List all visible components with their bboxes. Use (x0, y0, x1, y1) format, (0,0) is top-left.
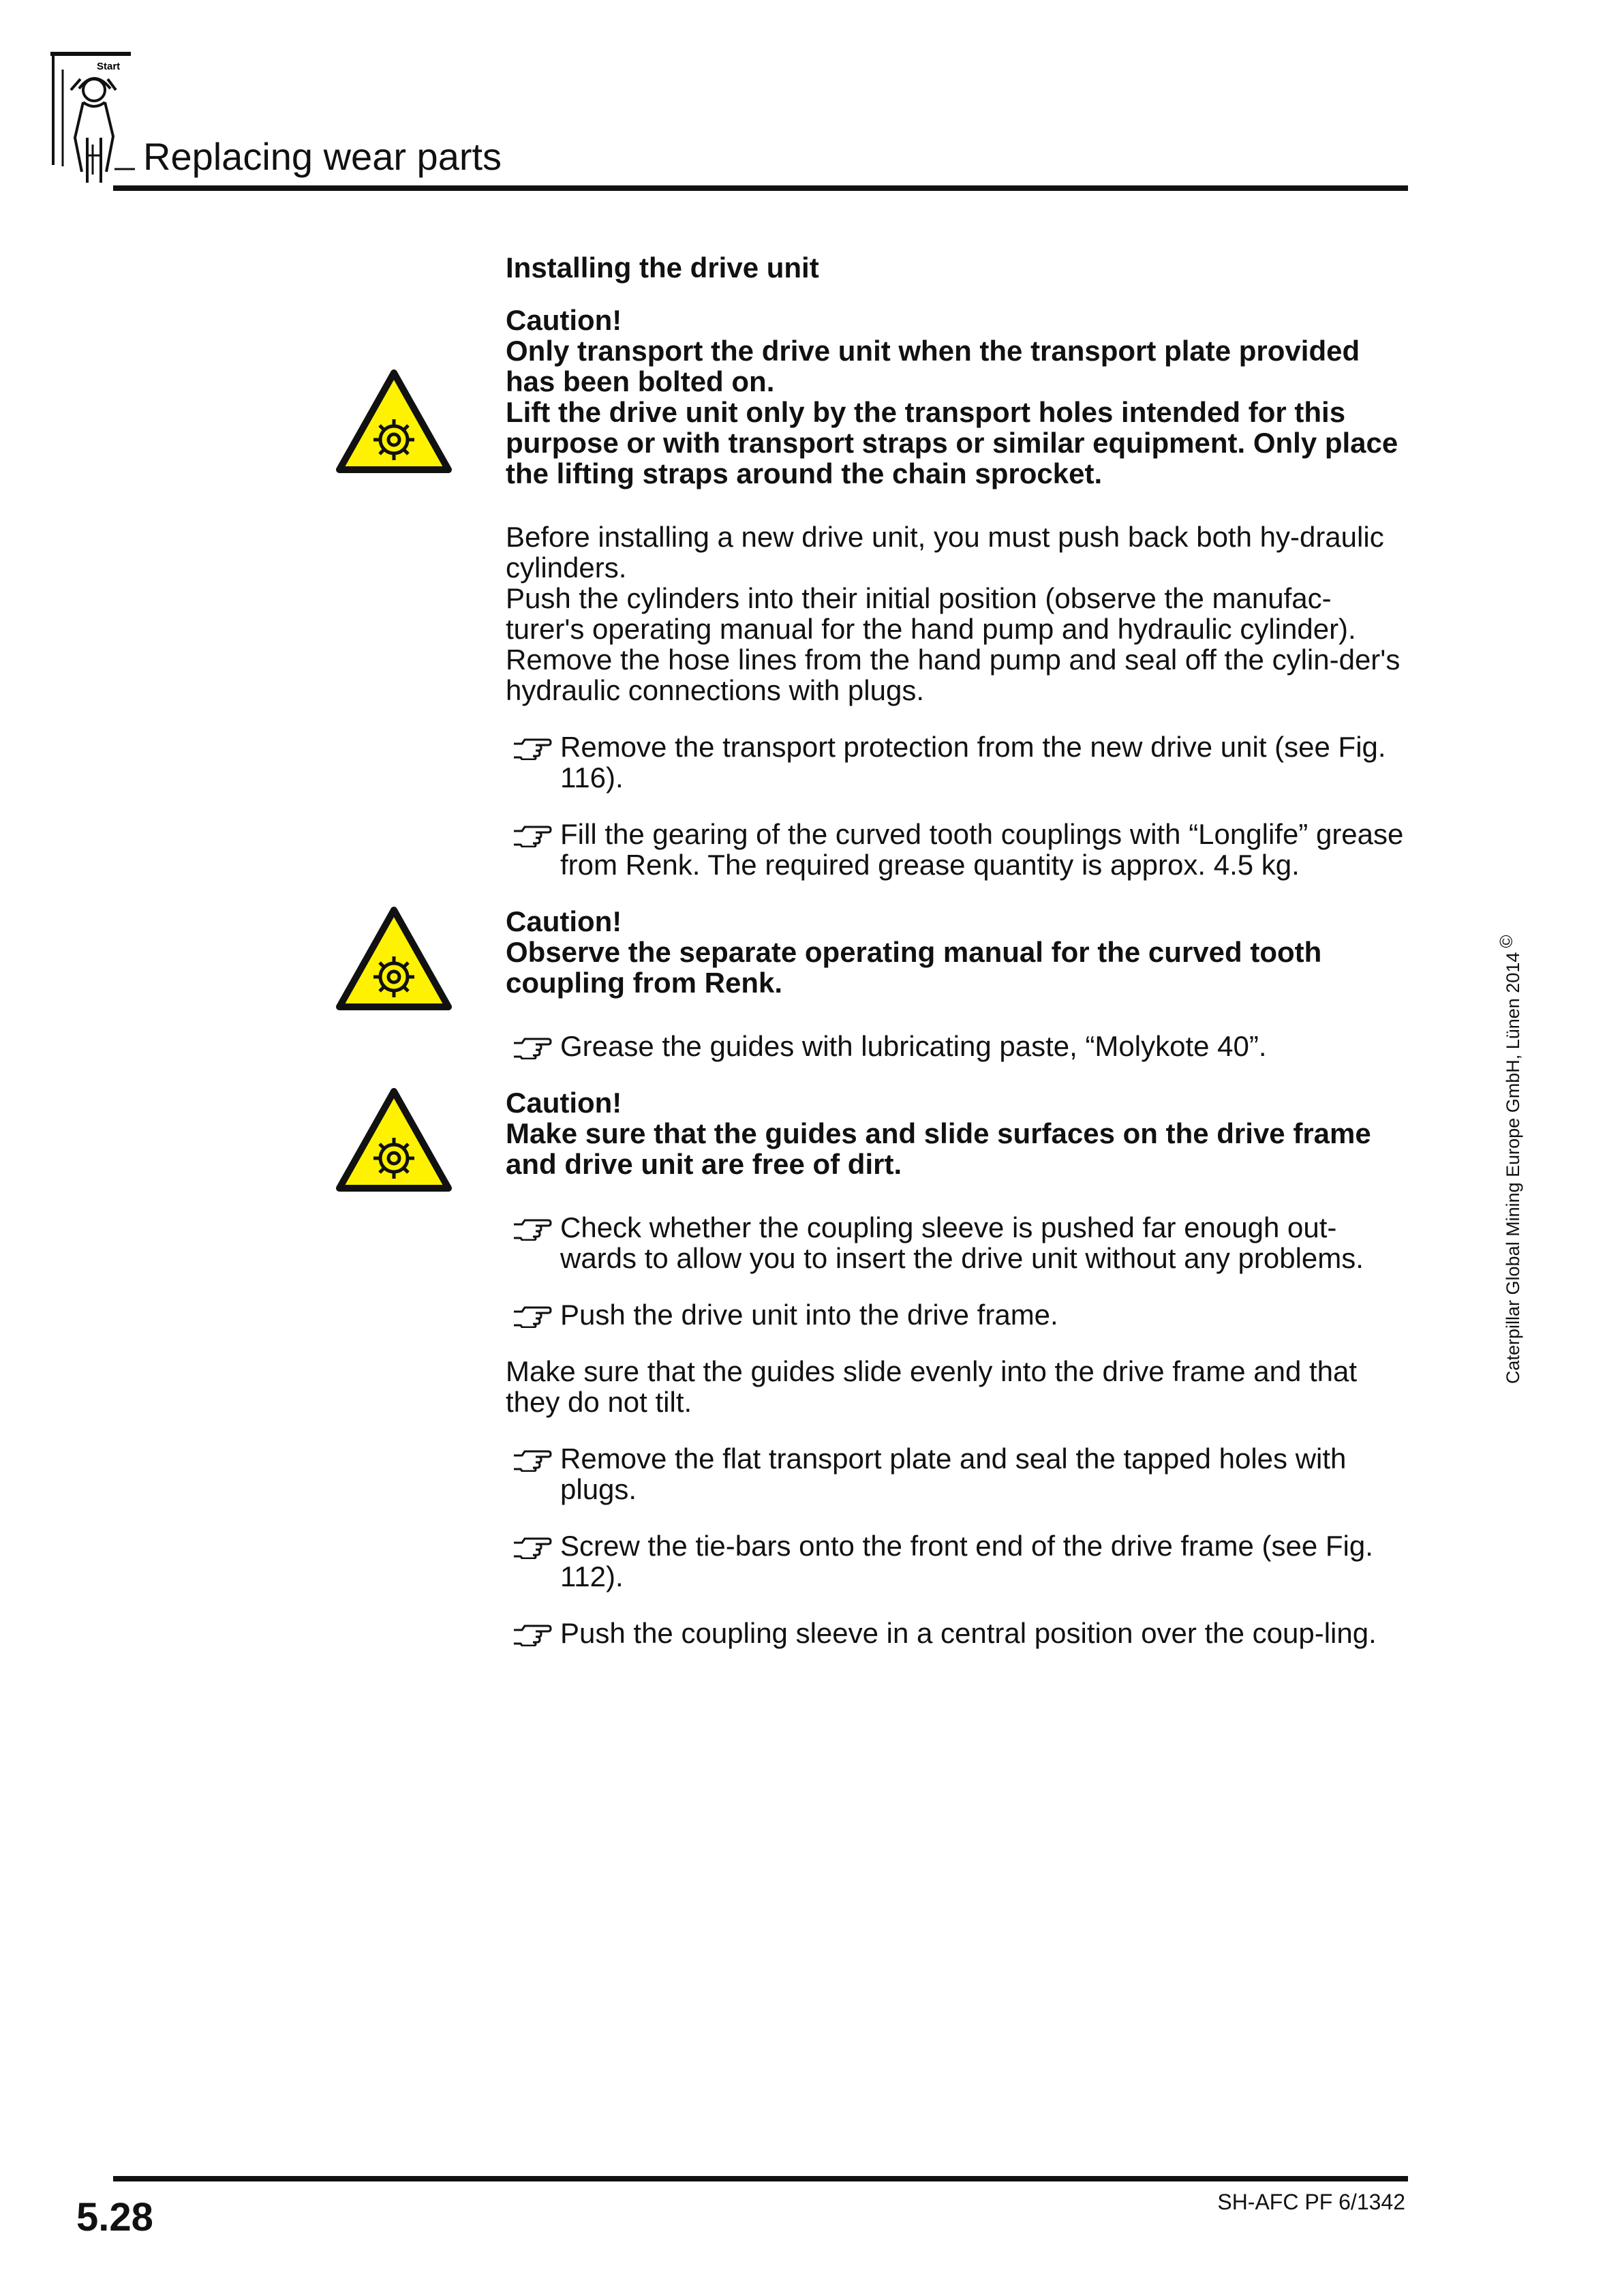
section-title: Installing the drive unit (506, 252, 819, 284)
step-item (506, 1031, 1405, 1061)
step-item (506, 819, 1405, 880)
pointing-hand-icon (512, 824, 552, 847)
pointing-hand-icon (512, 737, 552, 760)
pointing-hand-icon (512, 1623, 552, 1646)
caution-heading-1: Caution! (506, 304, 622, 336)
step-item (506, 731, 1405, 793)
step-item (506, 1530, 1405, 1592)
step-text: Fill the gearing of the curved tooth couplings with “Longlife” grease from Renk. The required grease quantity is approx. 4.5 kg. (560, 818, 1404, 881)
copyright-text: Caterpillar Global Mining Europe GmbH, Lünen 2014 (1503, 952, 1523, 1384)
caution-block-1 (506, 305, 1405, 489)
step-text: Grease the guides with lubricating paste, “Molykote 40”. (560, 1030, 1267, 1062)
step-text: Remove the transport protection from the new drive unit (see Fig. 116). (560, 731, 1386, 794)
caution-heading-2: Caution! (506, 905, 622, 937)
caution-block-2 (506, 906, 1405, 998)
caution-text-2: Observe the separate operating manual for the curved tooth coupling from Renk. (506, 936, 1322, 999)
caution-text-1b: Lift the drive unit only by the transport holes intended for this purpose or with transport straps or similar equipment. Only place the lifting straps around the chain sprocket. (506, 396, 1398, 489)
warning-gear-icon (335, 1087, 453, 1194)
start-label: Start (97, 61, 121, 72)
copyright-notice (1493, 907, 1523, 1384)
pointing-hand-icon (512, 1305, 552, 1328)
caution-text-3: Make sure that the guides and slide surfaces on the drive frame and drive unit are free of dirt. (506, 1117, 1371, 1180)
pointing-hand-icon (512, 1218, 552, 1241)
caution-block-3 (506, 1087, 1405, 1179)
step-text: Push the coupling sleeve in a central position over the coup-ling. (560, 1617, 1377, 1649)
intro-text (506, 522, 1405, 706)
worker-start-icon (48, 49, 136, 185)
step-text: Screw the tie-bars onto the front end of the drive frame (see Fig. 112). (560, 1530, 1373, 1592)
step-text: Remove the flat transport plate and seal the tapped holes with plugs. (560, 1442, 1347, 1505)
pointing-hand-icon (512, 1036, 552, 1059)
page-number: 5.28 (76, 2195, 153, 2239)
page-title: Replacing wear parts (143, 135, 502, 178)
pointing-hand-icon (512, 1449, 552, 1472)
intro-para-3: Remove the hose lines from the hand pump and seal off the cylin-der's hydraulic connections with plugs. (506, 644, 1401, 706)
step-item (506, 1212, 1405, 1273)
step-text: Push the drive unit into the drive frame. (560, 1299, 1058, 1331)
step-item (506, 1618, 1405, 1648)
caution-heading-3: Caution! (506, 1087, 622, 1119)
footer-rule (113, 2176, 1408, 2181)
pointing-hand-icon (512, 1536, 552, 1559)
step-text: Check whether the coupling sleeve is pushed far enough out-wards to allow you to insert the drive unit without any problems. (560, 1211, 1364, 1274)
step-item (506, 1443, 1405, 1505)
copyright-symbol: © (1496, 935, 1516, 948)
warning-gear-icon (335, 906, 453, 1012)
warning-gear-icon (335, 369, 453, 475)
intro-para-2: Push the cylinders into their initial position (observe the manufac-turer's operating manual for the hand pump and hydraulic cylinder). (506, 582, 1356, 645)
main-content (506, 252, 1405, 1648)
document-code: SH-AFC PF 6/1342 (1217, 2190, 1405, 2214)
caution-text-1a: Only transport the drive unit when the transport plate provided has been bolted on. (506, 335, 1360, 397)
header-rule (113, 185, 1408, 191)
note-text: Make sure that the guides slide evenly into the drive frame and that they do not tilt. (506, 1355, 1358, 1418)
step-item (506, 1299, 1405, 1330)
intro-para-1: Before installing a new drive unit, you must push back both hy-draulic cylinders. (506, 521, 1384, 584)
